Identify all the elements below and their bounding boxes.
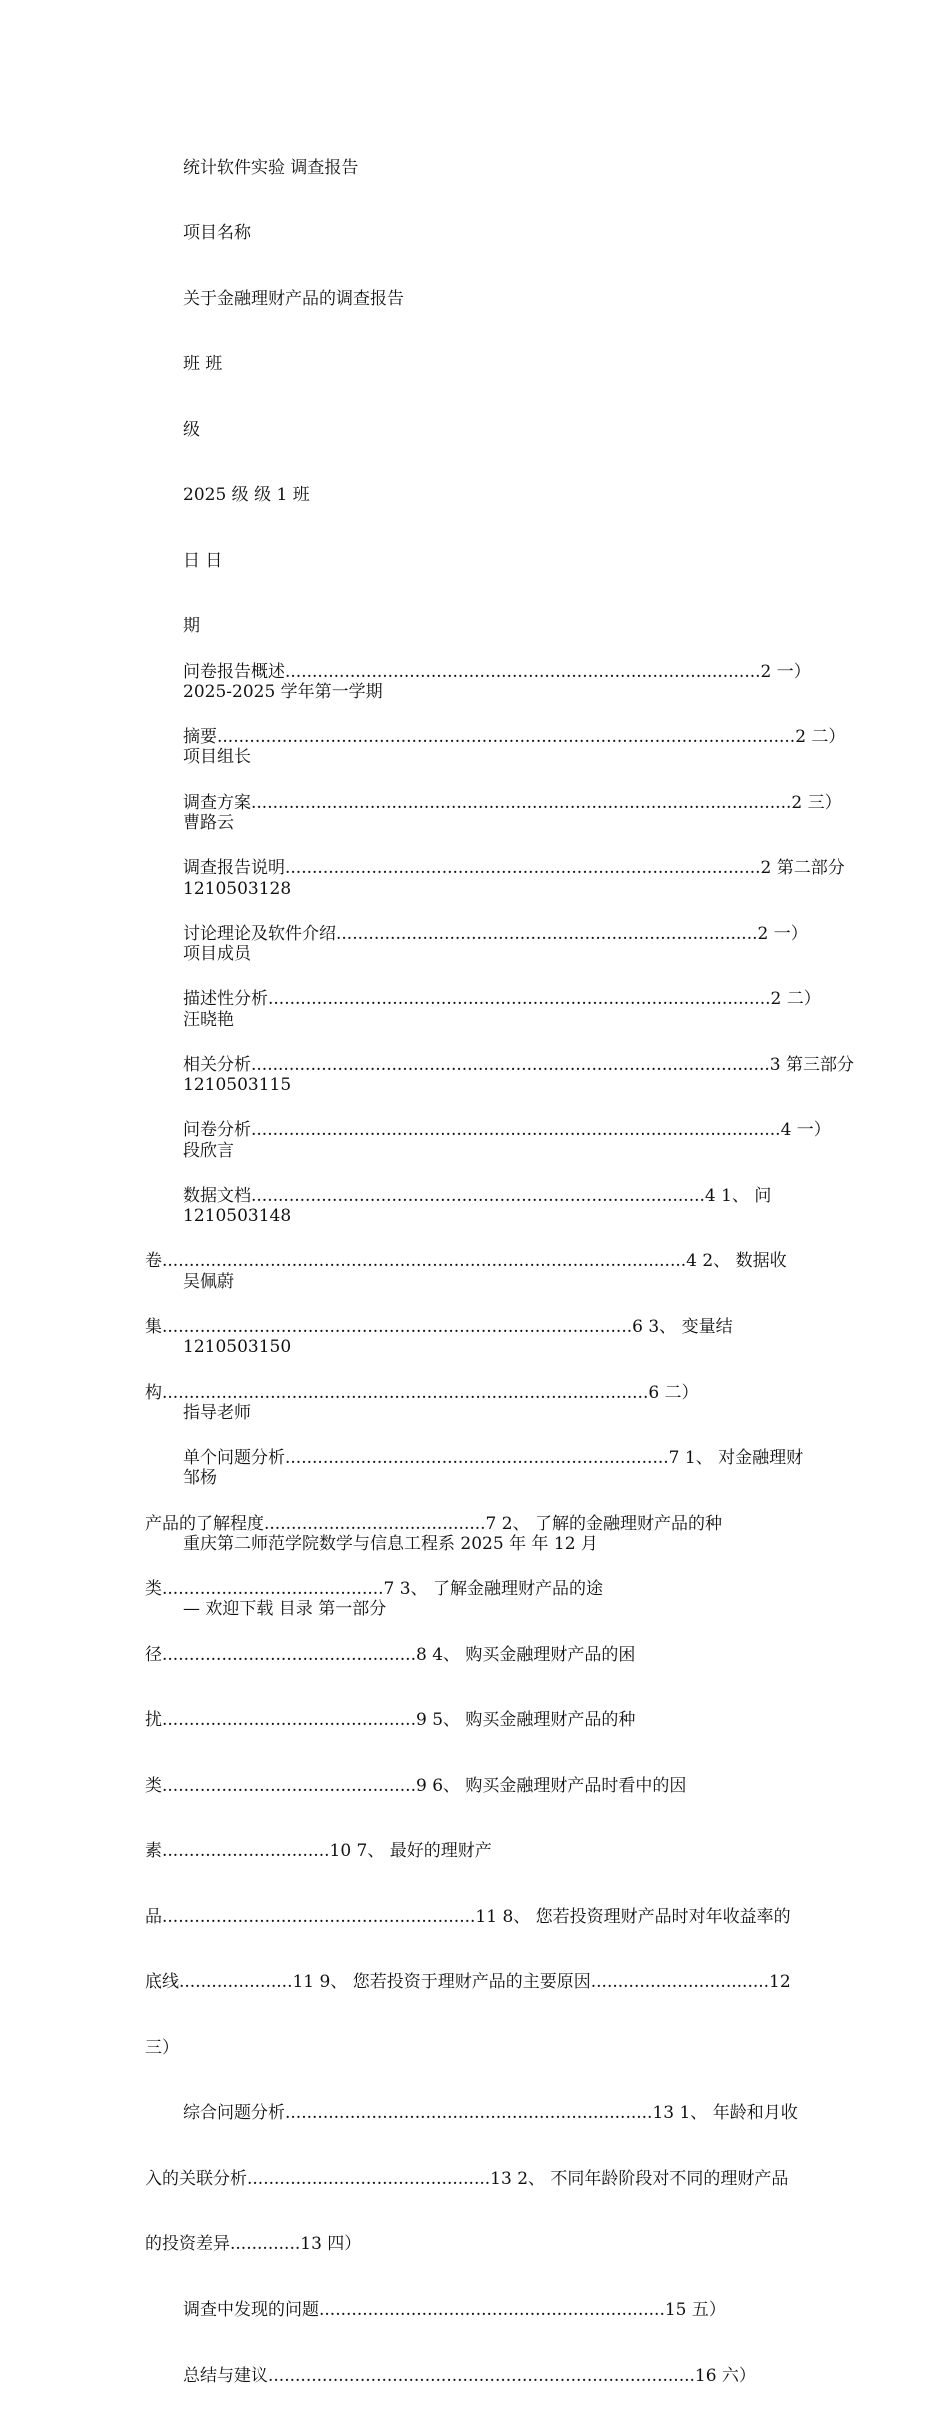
toc-line: 总结与建议...............................................................................16 六）: [183, 2365, 756, 2386]
project-name-value: 关于金融理财产品的调查报告: [183, 288, 404, 309]
members-label: 项目成员: [183, 944, 251, 965]
member-name: 吴佩蔚: [183, 1271, 234, 1292]
project-name-label: 项目名称: [183, 223, 251, 244]
toc-line: 相关分析................................................................................................3 第三部分: [183, 1054, 854, 1075]
toc-line: 摘要...........................................................................................................2 二）: [183, 727, 846, 748]
toc-line: 问卷分析..................................................................................................4 一）: [183, 1120, 831, 1141]
report-heading: 统计软件实验 调查报告: [183, 157, 359, 178]
member-id: 1210503150: [183, 1337, 292, 1358]
advisor-name: 邹杨: [183, 1468, 217, 1489]
toc-heading: — 欢迎下载 目录 第一部分: [183, 1599, 387, 1620]
toc-line: 调查中发现的问题................................................................15 五）: [183, 2299, 726, 2320]
toc-line: 讨论理论及软件介绍..............................................................................2 一）: [183, 923, 808, 944]
member-id: 1210503115: [183, 1075, 292, 1096]
toc-line: 集.......................................................................................6 3、 变量结: [145, 1317, 733, 1337]
toc-line: 三）: [145, 2037, 179, 2058]
table-of-contents: [145, 618, 854, 2431]
toc-line: 的投资差异.............13 四）: [145, 2234, 362, 2255]
toc-line: 问卷报告概述........................................................................................2 一）: [183, 661, 811, 682]
institution-date: 重庆第二师范学院数学与信息工程系 2025 年 年 12 月: [183, 1533, 598, 1554]
toc-line: 产品的了解程度.........................................7 2、 了解的金融理财产品的种: [145, 1513, 722, 1534]
advisor-label: 指导老师: [183, 1402, 251, 1423]
toc-line: 径...............................................8 4、 购买金融理财产品的困: [145, 1644, 636, 1665]
date-label-1: 日 日: [183, 550, 223, 571]
toc-line: 单个问题分析.......................................................................7 1、 对金融理财: [183, 1448, 804, 1469]
toc-line: 描述性分析.............................................................................................2 二）: [183, 989, 821, 1010]
class-label-2: 级: [183, 419, 200, 440]
toc-line: 卷.................................................................................................4 2、 数据收: [145, 1251, 787, 1272]
toc-line: 类.........................................7 3、 了解金融理财产品的途: [145, 1579, 603, 1600]
toc-line: 构..........................................................................................6 二）: [145, 1382, 699, 1403]
toc-line: 调查报告说明........................................................................................2 第二部分: [183, 858, 845, 879]
toc-line: 综合问题分析....................................................................13 1、 年龄和月收: [183, 2103, 798, 2124]
date-label-2: 期: [183, 616, 200, 637]
toc-line: 底线.....................11 9、 您若投资于理财产品的主要原因.................................12: [145, 1972, 791, 1993]
toc-line: 入的关联分析.............................................13 2、 不同年龄阶段对不同的理财产品: [145, 2168, 789, 2189]
member-id: 1210503148: [183, 1206, 292, 1227]
toc-line: 扰...............................................9 5、 购买金融理财产品的种: [145, 1710, 636, 1731]
toc-line: 数据文档....................................................................................4 1、 问: [183, 1185, 772, 1206]
member-name: 段欣言: [183, 1140, 234, 1161]
leader-id: 1210503128: [183, 878, 292, 899]
leader-name: 曹路云: [183, 813, 234, 833]
toc-line: 品..........................................................11 8、 您若投资理财产品时对年收益率的: [145, 1906, 791, 1927]
class-label-1: 班 班: [183, 354, 223, 375]
toc-line: 素...............................10 7、 最好的理财产: [145, 1841, 492, 1862]
leader-label: 项目组长: [183, 747, 251, 768]
toc-line: 类...............................................9 6、 购买金融理财产品时看中的因: [145, 1775, 687, 1796]
date-value: 2025-2025 学年第一学期: [183, 681, 383, 702]
member-name: 汪晓艳: [183, 1009, 234, 1030]
toc-line: 调查方案....................................................................................................2 三）: [183, 792, 842, 813]
class-value: 2025 级 级 1 班: [183, 485, 310, 506]
